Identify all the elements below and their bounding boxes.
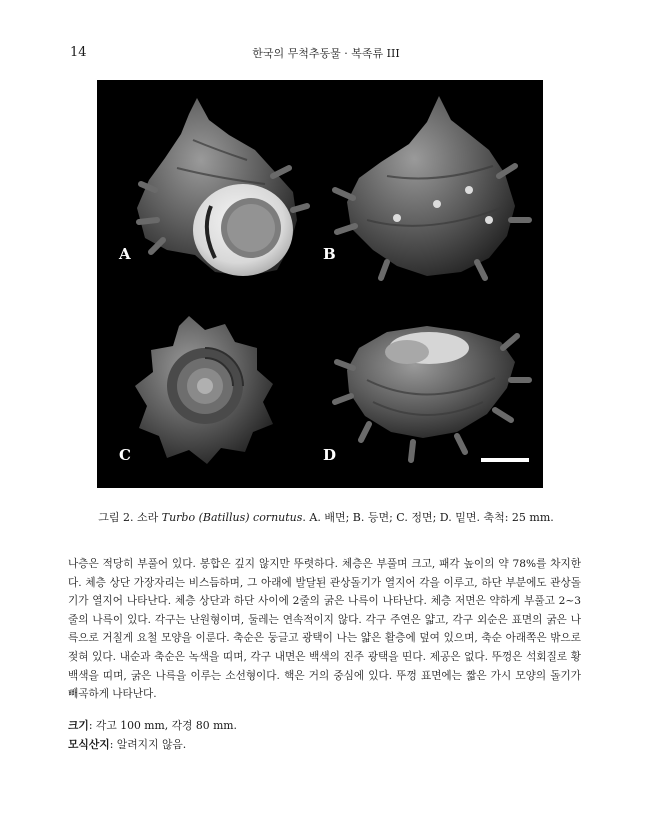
- caption-species: cornutus: [249, 511, 303, 524]
- size-term: 크기: [68, 719, 89, 732]
- size-line: [68, 718, 581, 733]
- type-locality-line: [68, 737, 581, 752]
- description-paragraph: 나층은 적당히 부풀어 있다. 봉합은 깊지 않지만 뚜렷하다. 체층은 부풀며 크고, 패각 높이의 약 78%를 차지한다. 체층 상단 가장자리는 비스듬하며, 그 아래에 발달된 관상돌기가 열지어 각을 이루고, 하단 부분에도 관상돌기가 열지어 나타난다. 체층 상단과 하단 사이에 2줄의 굵은 나륵이 나타난다. 체층 저면은 약하게 부풀고 2~3줄의 나륵이 있다. 각구는 난원형이며, 둘레는 연속적이지 않다. 각구 주연은 얇고, 각구 외순은 표면의 굵은 나륵으로 거칠게 요철 모양을 이룬다. 축순은 둥글고 광택이 나는 얇은 활층에 덮여 있으며, 축순 아래쪽은 밖으로 젖혀 있다. 내순과 축순은 녹색을 띠며, 각구 내면은 백색의 진주 광택을 띤다. 제공은 없다. 뚜껑은 석회질로 황백색을 띠며, 굵은 나륵을 이루는 소선형이다. 핵은 거의 중심에 있다. 뚜껑 표면에는 짧은 가시 모양의 돌기가 빼곡하게 나타난다.: [68, 558, 581, 701]
- caption-suffix: . A. 배면; B. 등면; C. 정면; D. 밑면. 축척: 25 mm.: [302, 511, 554, 524]
- figure-caption: [0, 510, 652, 525]
- caption-subgenus: (Batillus): [198, 511, 250, 524]
- shell-photographs: [97, 80, 543, 488]
- panel-label-c: C: [119, 446, 131, 464]
- shell-view-a: [137, 98, 307, 276]
- shell-view-c: [135, 316, 273, 464]
- scale-bar: [481, 458, 529, 462]
- shell-view-d: [335, 326, 529, 460]
- panel-label-a: A: [119, 245, 131, 263]
- type-locality-term: 모식산지: [68, 738, 110, 751]
- caption-genus: Turbo: [161, 511, 196, 524]
- caption-prefix: 그림 2. 소라: [98, 511, 162, 524]
- size-value: : 각고 100 mm, 각경 80 mm.: [88, 719, 237, 732]
- figure-plate: [97, 80, 543, 488]
- panel-label-b: B: [323, 245, 336, 263]
- type-locality-value: : 알려지지 않음.: [109, 738, 187, 751]
- panel-label-d: D: [323, 446, 337, 464]
- page-number: 14: [70, 45, 87, 60]
- shell-view-b: [335, 96, 529, 278]
- description-body: [68, 555, 581, 704]
- running-header: 한국의 무척추동물 · 복족류 III: [252, 47, 400, 60]
